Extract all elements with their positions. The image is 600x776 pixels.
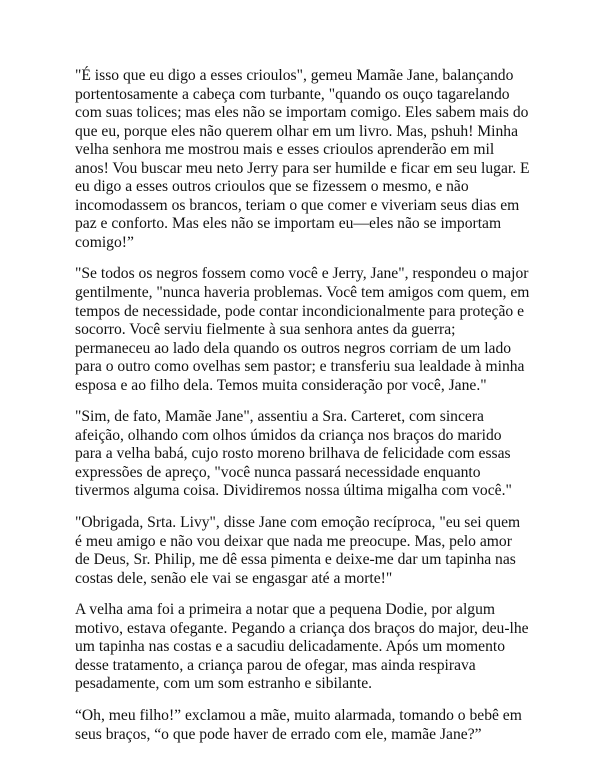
paragraph: A velha ama foi a primeira a notar que a pequena Dodie, por algum motivo, estava ofegante. Pegando a criança dos braços do major, deu-lhe um tapinha nas costas e a sacudiu delicadamente. Após um momento desse tratamento, a criança parou de ofegar, mas ainda respirava pesadamente, com um som estranho e sibilante.	[75, 601, 529, 693]
page-body	[75, 67, 530, 757]
paragraph: "É isso que eu digo a esses crioulos", gemeu Mamãe Jane, balançando portentosamente a cabeça com turbante, "quando os ouço tagarelando com suas tolices; mas eles não se importam comigo. Eles sabem mais do que eu, porque eles não querem olhar em um livro. Mas, pshuh! Minha velha senhora me mostrou mais e esses crioulos aprenderão em mil anos! Vou buscar meu neto Jerry para ser humilde e ficar em seu lugar. E eu digo a esses outros crioulos que se fizessem o mesmo, e não incomodassem os brancos, teriam o que comer e viveriam seus dias em paz e conforto. Mas eles não se importam eu—eles não se importam comigo!”	[75, 67, 530, 251]
paragraph: "Obrigada, Srta. Livy", disse Jane com emoção recíproca, "eu sei quem é meu amigo e não vou deixar que nada me preocupe. Mas, pelo amor de Deus, Sr. Philip, me dê essa pimenta e deixe-me dar um tapinha nas costas dele, senão ele vai se engasgar até a morte!"	[75, 514, 521, 587]
paragraph: "Sim, de fato, Mamãe Jane", assentiu a Sra. Carteret, com sincera afeição, olhando com olhos úmidos da criança nos braços do marido para a velha babá, cujo rosto moreno brilhava de felicidade com essas expressões de apreço, "você nunca passará necessidade enquanto tivermos alguma coisa. Dividiremos nossa última migalha com você."	[75, 408, 512, 500]
paragraph: “Oh, meu filho!” exclamou a mãe, muito alarmada, tomando o bebê em seus braços, “o que pode haver de errado com ele, mamãe Jane?”	[75, 706, 522, 743]
paragraph: "Se todos os negros fossem como você e Jerry, Jane", respondeu o major gentilmente, "nunca haveria problemas. Você tem amigos com quem, em tempos de necessidade, pode contar incondicionalmente para proteção e socorro. Você serviu fielmente à sua senhora antes da guerra; permaneceu ao lado dela quando os outros negros corriam de um lado para o outro como ovelhas sem pastor; e transferiu sua lealdade à minha esposa e ao filho dela. Temos muita consideração por você, Jane."	[75, 265, 530, 394]
